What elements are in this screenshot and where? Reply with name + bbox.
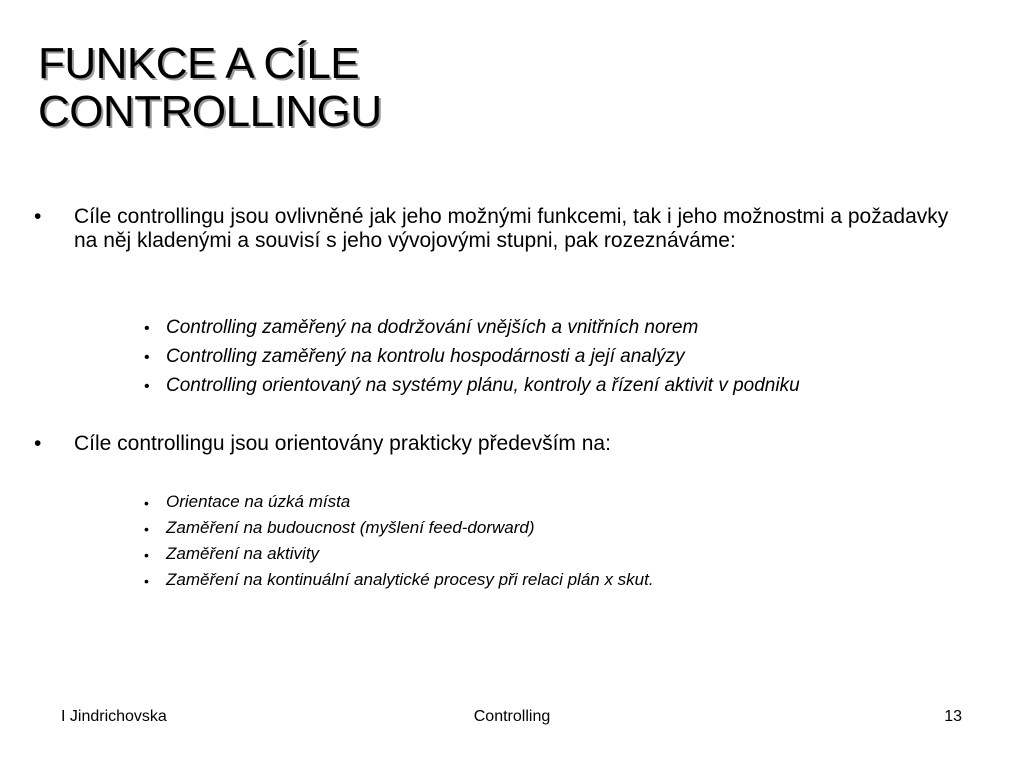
sub-bullet-icon: •: [144, 573, 149, 589]
sub-list-item: [144, 515, 1004, 541]
sub-list-item: [144, 489, 1004, 515]
sub-bullet-icon: •: [144, 495, 149, 511]
sub-list-1: [144, 313, 1004, 400]
bullet-icon: •: [34, 432, 42, 455]
sub-item-text: Zaměření na kontinuální analytické procesy při relaci plán x skut.: [166, 570, 654, 589]
footer-course: Controlling: [473, 708, 551, 725]
sub-item-text: Controlling zaměřený na kontrolu hospodárnosti a její analýzy: [166, 346, 685, 367]
bullet-item-2: [34, 432, 974, 456]
bullet-text-1: Cíle controllingu jsou ovlivněné jak jeho možnými funkcemi, tak i jeho možnostmi a požadavky na něj kladenými a souvisí s jeho vývojovými stupni, pak rozeznáváme:: [74, 205, 949, 252]
sub-list-item: [144, 541, 1004, 567]
sub-list-item: [144, 371, 1004, 400]
slide-title-line-1: FUNKCE A CÍLE: [38, 39, 360, 88]
sub-item-text: Zaměření na aktivity: [166, 544, 320, 563]
sub-bullet-icon: •: [144, 521, 149, 537]
slide-title-line-2: CONTROLLINGU: [38, 87, 382, 136]
sub-list-item: [144, 342, 1004, 371]
sub-bullet-icon: •: [144, 349, 150, 366]
sub-bullet-icon: •: [144, 378, 150, 395]
sub-list-2: [144, 489, 1004, 593]
bullet-icon: •: [34, 205, 42, 228]
sub-bullet-icon: •: [144, 320, 150, 337]
sub-list-item: [144, 313, 1004, 342]
footer-page-number: 13: [944, 708, 962, 725]
sub-item-text: Orientace na úzká místa: [166, 492, 351, 511]
footer-author: I Jindrichovska: [61, 708, 167, 725]
sub-list-item: [144, 567, 1004, 593]
bullet-text-2: Cíle controllingu jsou orientovány prakticky především na:: [74, 432, 611, 455]
sub-item-text: Controlling zaměřený na dodržování vnějších a vnitřních norem: [166, 317, 699, 338]
bullet-item-1: [34, 205, 974, 253]
sub-bullet-icon: •: [144, 547, 149, 563]
sub-item-text: Zaměření na budoucnost (myšlení feed-dorward): [166, 518, 535, 537]
slide-title: [38, 40, 938, 136]
sub-item-text: Controlling orientovaný na systémy plánu, kontroly a řízení aktivit v podniku: [166, 375, 800, 396]
